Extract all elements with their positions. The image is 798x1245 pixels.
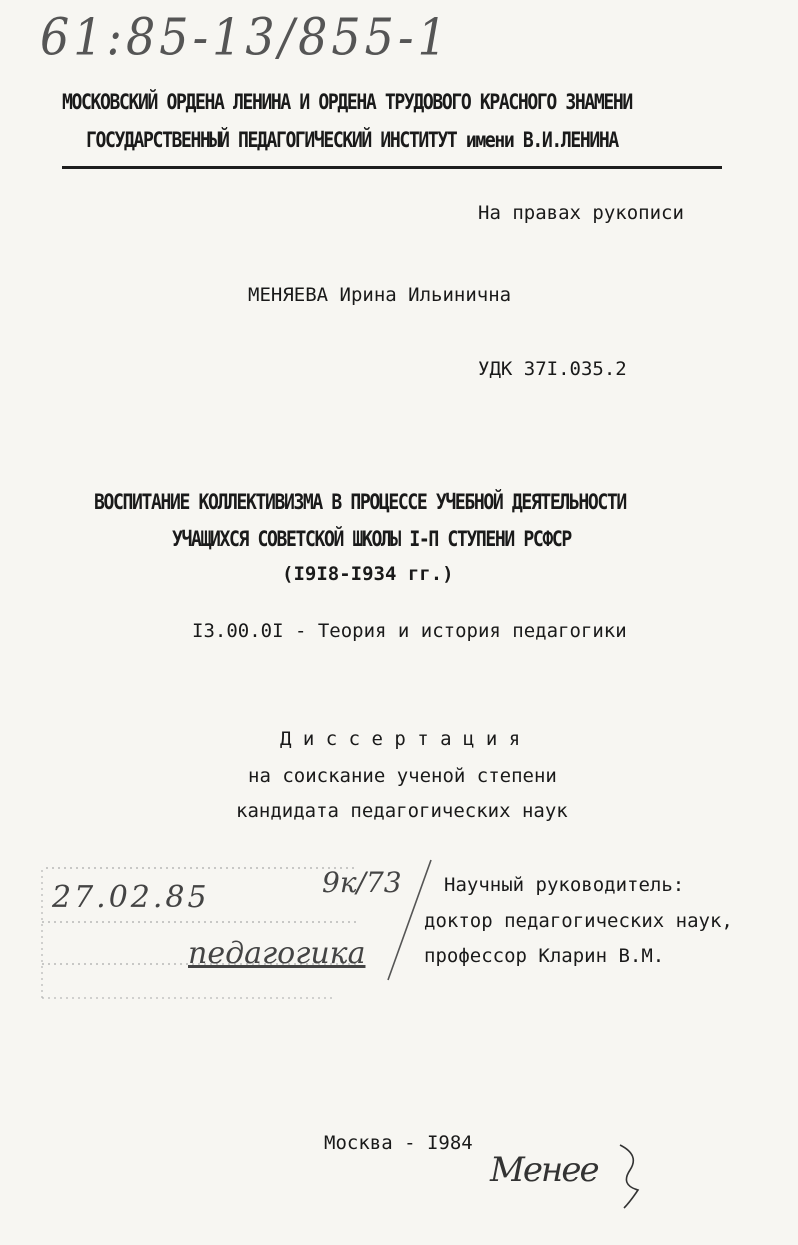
title-years: (I9I8-I934 гг.) bbox=[282, 563, 454, 585]
author-name: МЕНЯЕВА Ирина Ильинична bbox=[248, 284, 512, 306]
stamp-date: 27.02.85 bbox=[52, 880, 210, 915]
title-line-2: УЧАЩИХСЯ СОВЕТСКОЙ ШКОЛЫ I-П СТУПЕНИ РСФСР bbox=[172, 527, 571, 551]
institution-line-1: МОСКОВСКИЙ ОРДЕНА ЛЕНИНА И ОРДЕНА ТРУДОВОГО КРАСНОГО ЗНАМЕНИ bbox=[62, 90, 632, 114]
stamp-subject: педагогика bbox=[188, 936, 366, 971]
institution-line-2: ГОСУДАРСТВЕННЫЙ ПЕДАГОГИЧЕСКИЙ ИНСТИТУТ имени В.И.ЛЕНИНА bbox=[86, 128, 618, 152]
stamp-number: 9к/73 bbox=[322, 866, 402, 899]
specialty: I3.00.0I - Теория и история педагогики bbox=[192, 620, 627, 642]
supervisor-degree: доктор педагогических наук, bbox=[424, 910, 733, 932]
supervisor-label: Научный руководитель: bbox=[444, 874, 685, 896]
udk-code: УДК 37I.035.2 bbox=[478, 358, 627, 380]
supervisor-name: профессор Кларин В.М. bbox=[424, 945, 665, 967]
dissertation-field-line: кандидата педагогических наук bbox=[236, 800, 568, 822]
dissertation-degree-line: на соискание ученой степени bbox=[248, 765, 557, 787]
city-year: Москва - I984 bbox=[324, 1132, 473, 1154]
dissertation-heading: Д и с с е р т а ц и я bbox=[280, 728, 521, 750]
title-line-1: ВОСПИТАНИЕ КОЛЛЕКТИВИЗМА В ПРОЦЕССЕ УЧЕБНОЙ ДЕЯТЕЛЬНОСТИ bbox=[94, 490, 626, 514]
signature-flourish bbox=[610, 1140, 650, 1210]
manuscript-note: На правах рукописи bbox=[478, 202, 684, 224]
signature: Менее bbox=[490, 1150, 598, 1190]
handwritten-code: 61:85-13/855-1 bbox=[40, 7, 451, 67]
header-rule bbox=[62, 166, 722, 169]
